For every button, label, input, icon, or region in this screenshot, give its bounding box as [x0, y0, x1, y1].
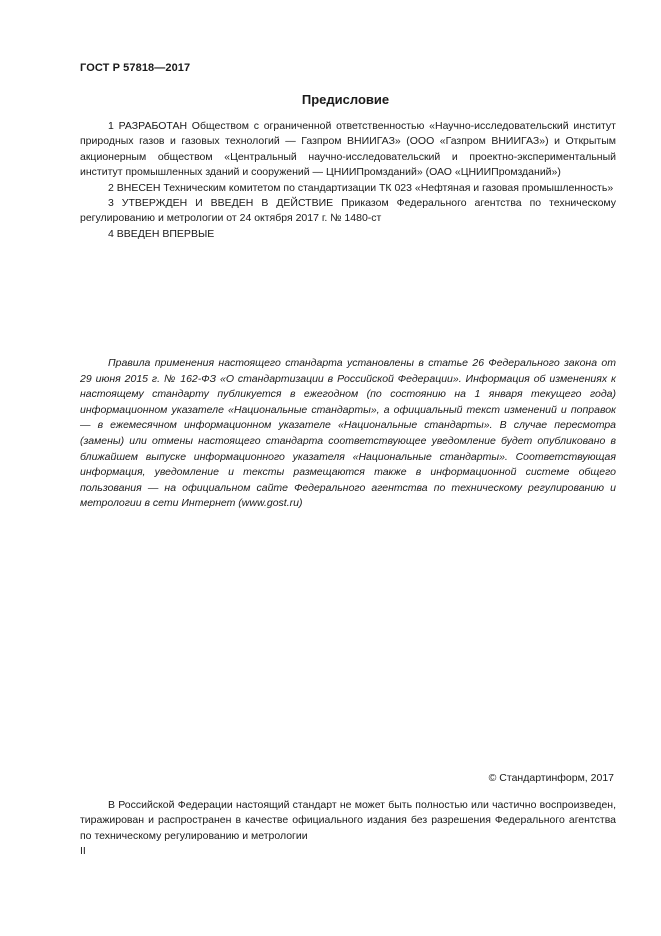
standard-usage-notice: Правила применения настоящего стандарта установлены в статье 26 Федерального закона от 29 июня 2015 г. № 162-ФЗ «О стандартизации в Российской Федерации». Информация об изменениях к настоящему стандарту публикуется в ежегодном (по состоянию на 1 января текущего года) информационном указателе «Национальные стандарты», а официальный текст изменений и поправок — в ежемесячном информационном указателе «Национальные стандарты». В случае пересмотра (замены) или отмены настоящего стандарта соответствующее уведомление будет опубликовано в ближайшем выпуске информационного указателя «Национальные стандарты». Соответствующая информация, уведомление и тексты размещаются также в информационной системе общего пользования — на официальном сайте Федерального агентства по техническому регулированию и метрологии в сети Интернет (www.gost.ru) — [80, 357, 616, 510]
document-code: ГОСТ Р 57818—2017 — [80, 62, 191, 74]
foreword-item-first-introduced: 4 ВВЕДЕН ВПЕРВЫЕ — [108, 227, 215, 240]
foreword-item-developed: 1 РАЗРАБОТАН Обществом с ограниченной ответственностью «Научно-исследовательский институт природных газов и газовых технологий — Газпром ВНИИГАЗ» (ООО «Газпром ВНИИГАЗ») и Открытым акционерным обществом «Центральный научно-исследовательский и проектно-экспериментальный институт промышленных зданий и сооружений — ЦНИИПромзданий» (ОАО «ЦНИИПромзданий») — [80, 120, 616, 179]
reproduction-rights-notice: В Российской Федерации настоящий стандарт не может быть полностью или частично воспроизведен, тиражирован и распространен в качестве официального издания без разрешения Федерального агентства по техническому регулированию и метрологии — [80, 799, 616, 842]
page-number: II — [80, 845, 86, 857]
foreword-items — [80, 119, 616, 242]
page-title: Предисловие — [301, 92, 390, 107]
foreword-item-introduced-by: 2 ВНЕСЕН Техническим комитетом по стандартизации ТК 023 «Нефтяная и газовая промышленность» — [108, 181, 614, 194]
copyright-line: © Стандартинформ, 2017 — [488, 772, 614, 784]
foreword-item-approved: 3 УТВЕРЖДЕН И ВВЕДЕН В ДЕЙСТВИЕ Приказом Федерального агентства по техническому регулированию и метрологии от 24 октября 2017 г. № 1480-ст — [80, 197, 616, 225]
